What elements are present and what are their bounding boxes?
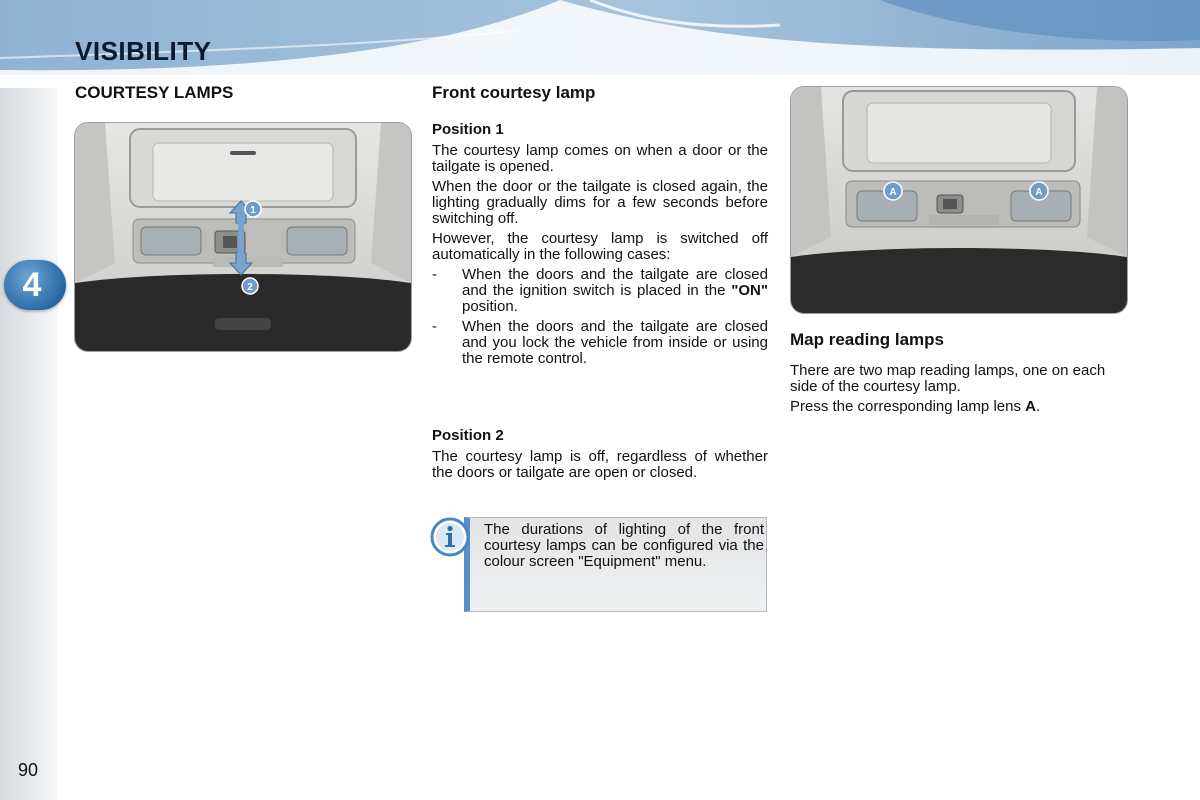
callout-a-right: A <box>1035 187 1043 198</box>
info-box <box>464 517 767 612</box>
map-reading-lamps-figure <box>790 86 1128 314</box>
callout-1: 1 <box>250 205 256 216</box>
list-item: - When the doors and the tailgate are closed and the ignition switch is placed in the "ON" position. <box>432 266 768 315</box>
front-courtesy-lamp-title: Front courtesy lamp <box>432 83 596 102</box>
map-reading-paragraph-1: There are two map reading lamps, one on each side of the courtesy lamp. <box>790 362 1106 395</box>
callout-2: 2 <box>247 282 253 293</box>
map-reading-paragraph-2: Press the corresponding lamp lens A. <box>790 398 1041 415</box>
section-title: COURTESY LAMPS <box>75 83 234 102</box>
left-margin-strip <box>0 88 58 800</box>
callout-a-left: A <box>889 187 897 198</box>
info-icon <box>430 517 470 557</box>
position-1-paragraph-3: However, the courtesy lamp is switched off automatically in the following cases: <box>432 230 768 263</box>
map-reading-lamps-section <box>790 330 1126 415</box>
list-item: - When the doors and the tailgate are closed and you lock the vehicle from inside or using the remote control. <box>432 318 768 367</box>
position-1-heading: Position 1 <box>432 121 504 138</box>
switch-off-cases-list <box>432 267 768 367</box>
info-text: The durations of lighting of the front courtesy lamps can be configured via the colour screen "Equipment" menu. <box>484 521 764 570</box>
position-1-paragraph-1: The courtesy lamp comes on when a door or the tailgate is opened. <box>432 142 768 175</box>
front-courtesy-lamp-section <box>432 83 768 481</box>
position-2-heading: Position 2 <box>432 427 504 444</box>
chapter-tab: 4 <box>4 260 66 310</box>
map-reading-lamps-title: Map reading lamps <box>790 330 944 349</box>
position-2-paragraph: The courtesy lamp is off, regardless of whether the doors or tailgate are open or closed. <box>432 448 768 481</box>
position-1-paragraph-2: When the door or the tailgate is closed again, the lighting gradually dims for a few seconds before switching off. <box>432 178 768 227</box>
page-title: VISIBILITY <box>75 36 212 66</box>
courtesy-lamp-figure <box>74 122 412 352</box>
page-number: 90 <box>18 760 39 780</box>
